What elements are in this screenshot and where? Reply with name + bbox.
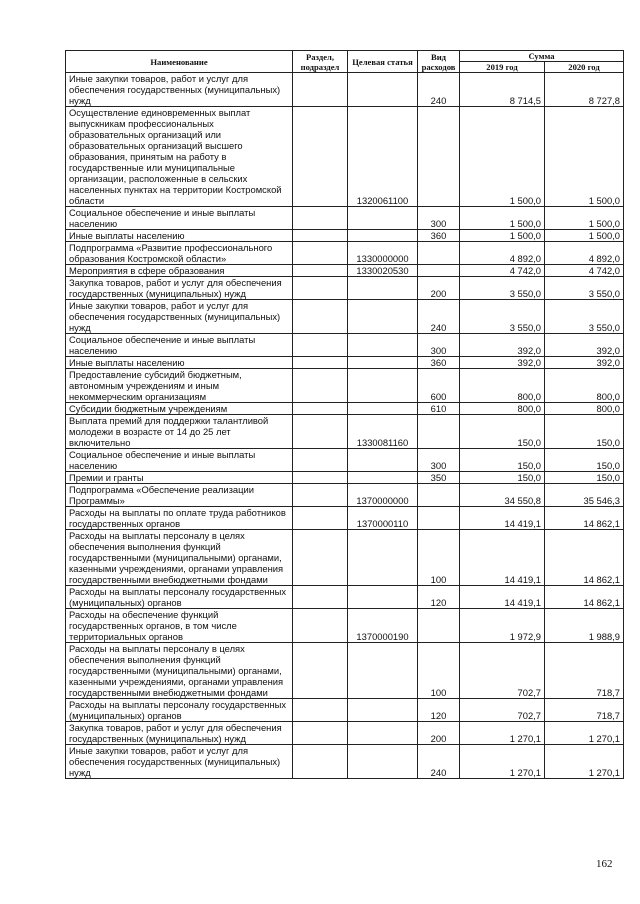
table-row (66, 745, 624, 779)
cell-type: 350 (418, 472, 460, 484)
cell-name: Иные закупки товаров, работ и услуг для обеспечения государственных (муниципальных) нужд (66, 300, 293, 334)
cell-2019: 1 270,1 (460, 722, 545, 745)
table-row (66, 107, 624, 207)
cell-2019: 14 419,1 (460, 507, 545, 530)
cell-name: Расходы на выплаты персоналу государственных (муниципальных) органов (66, 586, 293, 609)
cell-target (348, 207, 418, 230)
cell-type: 300 (418, 334, 460, 357)
table-row (66, 73, 624, 107)
table-row (66, 334, 624, 357)
cell-section (293, 449, 348, 472)
cell-section (293, 73, 348, 107)
cell-type (418, 242, 460, 265)
cell-target (348, 369, 418, 403)
cell-section (293, 300, 348, 334)
cell-2020: 4 892,0 (545, 242, 624, 265)
cell-name: Осуществление единовременных выплат выпускникам профессиональных образовательных организаций или образовательных организаций высшего образования, принятым на работу в государственные или муниципальные организации, расположенные в сельских населенных пунктах на территории Костромской области (66, 107, 293, 207)
table-body (66, 73, 624, 779)
cell-target (348, 277, 418, 300)
cell-target (348, 530, 418, 586)
cell-name: Иные закупки товаров, работ и услуг для обеспечения государственных (муниципальных) нужд (66, 73, 293, 107)
table-row (66, 369, 624, 403)
table-row (66, 699, 624, 722)
header-section: Раздел, подраздел (293, 51, 348, 73)
table-row (66, 265, 624, 277)
cell-target: 1330000000 (348, 242, 418, 265)
cell-name: Расходы на выплаты персоналу в целях обеспечения выполнения функций государственными (муниципальными) органами, казенными учреждениями, органами управления государственными внебюджетными фондами (66, 530, 293, 586)
cell-section (293, 484, 348, 507)
cell-name: Социальное обеспечение и иные выплаты населению (66, 207, 293, 230)
header-year-2020: 2020 год (545, 62, 624, 73)
header-target: Целевая статья (348, 51, 418, 73)
cell-2019: 702,7 (460, 643, 545, 699)
cell-2019: 1 500,0 (460, 207, 545, 230)
table-row (66, 609, 624, 643)
cell-2020: 1 270,1 (545, 745, 624, 779)
cell-section (293, 357, 348, 369)
cell-section (293, 277, 348, 300)
cell-2020: 392,0 (545, 334, 624, 357)
cell-2019: 1 500,0 (460, 230, 545, 242)
cell-type: 120 (418, 699, 460, 722)
cell-name: Расходы на выплаты персоналу в целях обеспечения выполнения функций государственными (муниципальными) органами, казенными учреждениями, органами управления государственными внебюджетными фондами (66, 643, 293, 699)
cell-2019: 1 270,1 (460, 745, 545, 779)
table-row (66, 300, 624, 334)
cell-target (348, 699, 418, 722)
cell-name: Иные закупки товаров, работ и услуг для обеспечения государственных (муниципальных) нужд (66, 745, 293, 779)
header-year-2019: 2019 год (460, 62, 545, 73)
cell-2019: 150,0 (460, 472, 545, 484)
cell-2019: 8 714,5 (460, 73, 545, 107)
cell-section (293, 745, 348, 779)
cell-2020: 14 862,1 (545, 530, 624, 586)
cell-section (293, 722, 348, 745)
cell-2019: 4 742,0 (460, 265, 545, 277)
cell-2019: 14 419,1 (460, 586, 545, 609)
table-row (66, 530, 624, 586)
cell-section (293, 507, 348, 530)
cell-target (348, 449, 418, 472)
header-name: Наименование (66, 51, 293, 73)
cell-name: Подпрограмма «Обеспечение реализации Программы» (66, 484, 293, 507)
cell-section (293, 242, 348, 265)
cell-name: Выплата премий для поддержки талантливой молодежи в возрасте от 14 до 25 лет включительно (66, 415, 293, 449)
cell-name: Премии и гранты (66, 472, 293, 484)
table-row (66, 643, 624, 699)
cell-type: 100 (418, 643, 460, 699)
cell-target (348, 230, 418, 242)
cell-2020: 392,0 (545, 357, 624, 369)
budget-table (65, 50, 624, 779)
cell-section (293, 586, 348, 609)
cell-section (293, 265, 348, 277)
header-sum: Сумма (460, 51, 624, 62)
cell-section (293, 334, 348, 357)
cell-type (418, 265, 460, 277)
cell-target (348, 403, 418, 415)
cell-2019: 150,0 (460, 415, 545, 449)
cell-type: 240 (418, 73, 460, 107)
cell-2019: 3 550,0 (460, 277, 545, 300)
cell-target: 1330020530 (348, 265, 418, 277)
table-row (66, 357, 624, 369)
cell-target: 1370000000 (348, 484, 418, 507)
cell-name: Подпрограмма «Развитие профессионального образования Костромской области» (66, 242, 293, 265)
cell-section (293, 472, 348, 484)
cell-section (293, 369, 348, 403)
cell-name: Закупка товаров, работ и услуг для обеспечения государственных (муниципальных) нужд (66, 722, 293, 745)
cell-2020: 1 500,0 (545, 230, 624, 242)
cell-2019: 800,0 (460, 369, 545, 403)
cell-type: 600 (418, 369, 460, 403)
cell-2020: 4 742,0 (545, 265, 624, 277)
cell-2020: 150,0 (545, 472, 624, 484)
cell-name: Мероприятия в сфере образования (66, 265, 293, 277)
table-row (66, 415, 624, 449)
cell-name: Социальное обеспечение и иные выплаты населению (66, 334, 293, 357)
cell-2020: 1 500,0 (545, 207, 624, 230)
cell-2020: 14 862,1 (545, 507, 624, 530)
table-row (66, 722, 624, 745)
cell-section (293, 230, 348, 242)
table-row (66, 242, 624, 265)
cell-2020: 3 550,0 (545, 277, 624, 300)
cell-target: 1330081160 (348, 415, 418, 449)
cell-section (293, 699, 348, 722)
cell-2019: 702,7 (460, 699, 545, 722)
cell-2020: 150,0 (545, 449, 624, 472)
cell-name: Закупка товаров, работ и услуг для обеспечения государственных (муниципальных) нужд (66, 277, 293, 300)
cell-target (348, 745, 418, 779)
cell-2020: 1 500,0 (545, 107, 624, 207)
cell-target (348, 300, 418, 334)
cell-2019: 150,0 (460, 449, 545, 472)
cell-section (293, 415, 348, 449)
cell-section (293, 643, 348, 699)
cell-type (418, 484, 460, 507)
cell-type: 200 (418, 277, 460, 300)
cell-type: 300 (418, 207, 460, 230)
cell-section (293, 207, 348, 230)
cell-2019: 4 892,0 (460, 242, 545, 265)
cell-name: Расходы на выплаты по оплате труда работников государственных органов (66, 507, 293, 530)
cell-2019: 1 972,9 (460, 609, 545, 643)
cell-2020: 3 550,0 (545, 300, 624, 334)
cell-2020: 150,0 (545, 415, 624, 449)
table-row (66, 277, 624, 300)
cell-2020: 800,0 (545, 369, 624, 403)
cell-2020: 1 988,9 (545, 609, 624, 643)
cell-target (348, 357, 418, 369)
cell-2019: 800,0 (460, 403, 545, 415)
cell-2020: 800,0 (545, 403, 624, 415)
cell-target: 1370000110 (348, 507, 418, 530)
cell-2020: 718,7 (545, 643, 624, 699)
cell-name: Иные выплаты населению (66, 357, 293, 369)
cell-type (418, 415, 460, 449)
cell-target (348, 334, 418, 357)
cell-target: 1370000190 (348, 609, 418, 643)
cell-2019: 34 550,8 (460, 484, 545, 507)
cell-target (348, 472, 418, 484)
table-row (66, 484, 624, 507)
cell-section (293, 107, 348, 207)
page-number: 162 (596, 858, 613, 870)
cell-name: Предоставление субсидий бюджетным, автономным учреждениям и иным некоммерческим организациям (66, 369, 293, 403)
cell-2020: 35 546,3 (545, 484, 624, 507)
cell-target: 1320061100 (348, 107, 418, 207)
table-row (66, 403, 624, 415)
cell-section (293, 609, 348, 643)
cell-name: Расходы на выплаты персоналу государственных (муниципальных) органов (66, 699, 293, 722)
cell-2019: 392,0 (460, 357, 545, 369)
cell-type: 360 (418, 230, 460, 242)
table-row (66, 507, 624, 530)
cell-type: 240 (418, 745, 460, 779)
cell-type: 610 (418, 403, 460, 415)
cell-name: Социальное обеспечение и иные выплаты населению (66, 449, 293, 472)
table-row (66, 449, 624, 472)
cell-2019: 392,0 (460, 334, 545, 357)
cell-section (293, 530, 348, 586)
cell-2019: 1 500,0 (460, 107, 545, 207)
cell-2020: 1 270,1 (545, 722, 624, 745)
cell-2019: 3 550,0 (460, 300, 545, 334)
cell-name: Расходы на обеспечение функций государственных органов, в том числе территориальных органов (66, 609, 293, 643)
cell-type: 240 (418, 300, 460, 334)
cell-name: Субсидии бюджетным учреждениям (66, 403, 293, 415)
table-row (66, 472, 624, 484)
table-row (66, 230, 624, 242)
cell-type: 200 (418, 722, 460, 745)
cell-type: 120 (418, 586, 460, 609)
cell-type (418, 107, 460, 207)
cell-type: 300 (418, 449, 460, 472)
cell-2020: 8 727,8 (545, 73, 624, 107)
cell-section (293, 403, 348, 415)
cell-type (418, 609, 460, 643)
cell-type (418, 507, 460, 530)
cell-type: 100 (418, 530, 460, 586)
table-row (66, 586, 624, 609)
cell-2020: 718,7 (545, 699, 624, 722)
cell-type: 360 (418, 357, 460, 369)
cell-target (348, 586, 418, 609)
cell-target (348, 722, 418, 745)
header-type: Вид расходов (418, 51, 460, 73)
cell-target (348, 73, 418, 107)
table-row (66, 207, 624, 230)
cell-target (348, 643, 418, 699)
cell-2019: 14 419,1 (460, 530, 545, 586)
cell-2020: 14 862,1 (545, 586, 624, 609)
cell-name: Иные выплаты населению (66, 230, 293, 242)
